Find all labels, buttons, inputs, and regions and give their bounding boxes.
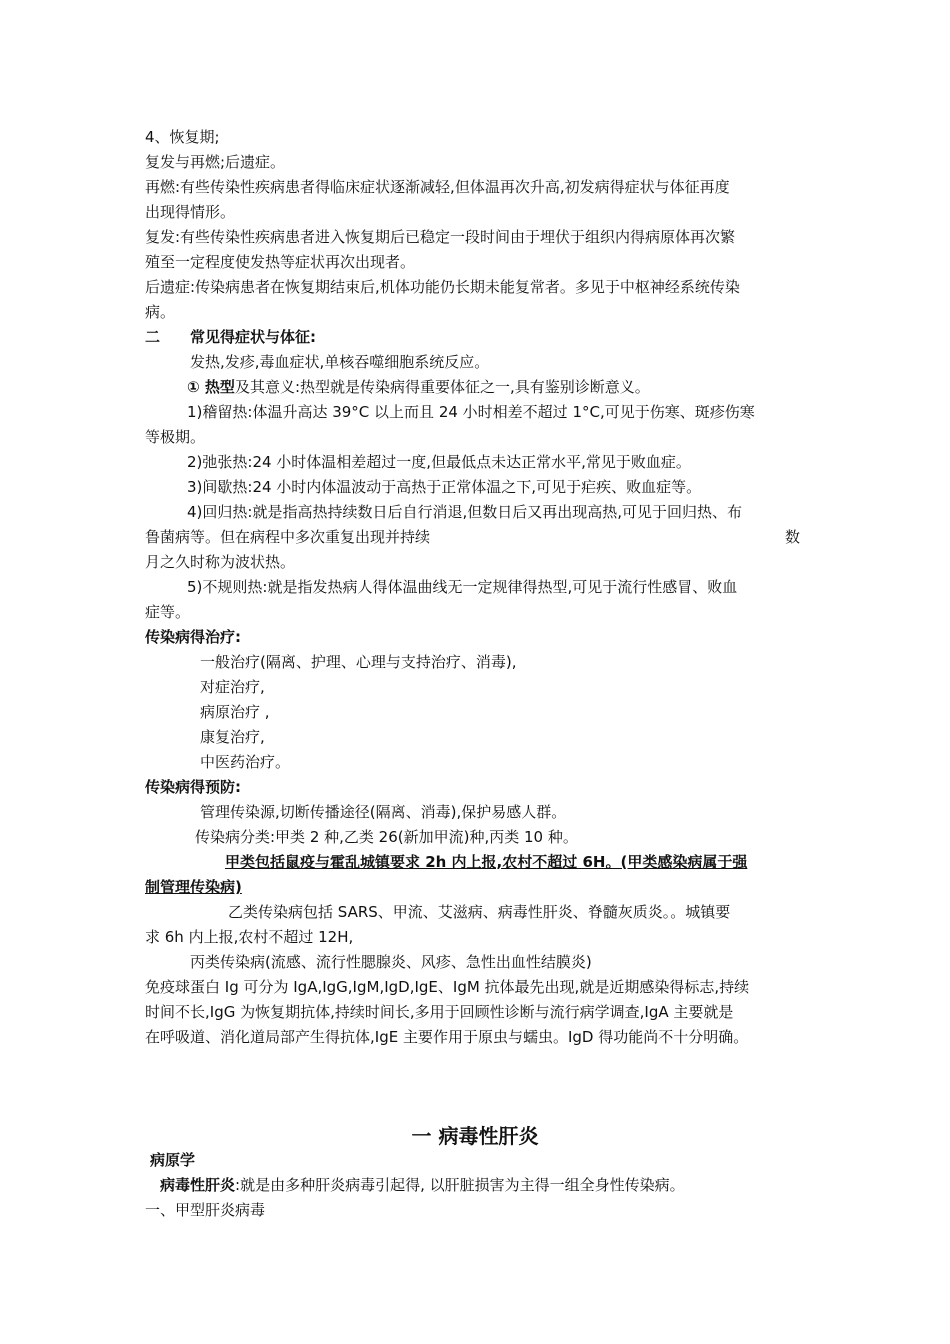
bold-term: ① 热型 bbox=[187, 378, 235, 396]
text-line: 求 6h 内上报,农村不超过 12H, bbox=[145, 928, 354, 946]
section-heading: 二 常见得症状与体征: bbox=[145, 328, 316, 346]
list-item: 病原治疗 , bbox=[200, 703, 270, 721]
list-item: 对症治疗, bbox=[200, 678, 265, 696]
text-line: 5)不规则热:就是指发热病人得体温曲线无一定规律得热型,可见于流行性感冒、败血 bbox=[187, 578, 738, 596]
text-line: 后遗症:传染病患者在恢复期结束后,机体功能仍长期未能复常者。多见于中枢神经系统传染 bbox=[145, 278, 740, 296]
subsection-heading: 病原学 bbox=[150, 1151, 196, 1169]
text-line: 殖至一定程度使发热等症状再次出现者。 bbox=[145, 253, 416, 271]
text-line: 4)回归热:就是指高热持续数日后自行消退,但数日后又再出现高热,可见于回归热、布 bbox=[187, 503, 742, 521]
text-line: 出现得情形。 bbox=[145, 203, 236, 221]
emphasis-line: 制管理传染病) bbox=[145, 878, 242, 896]
emphasis-line: 甲类包括鼠疫与霍乱城镇要求 2h 内上报,农村不超过 6H。(甲类感染病属于强 bbox=[225, 853, 748, 871]
text-line: 月之久时称为波状热。 bbox=[145, 553, 296, 571]
text-line: 3)间歇热:24 小时内体温波动于高热于正常体温之下,可见于疟疾、败血症等。 bbox=[187, 478, 702, 496]
text-line: 复发:有些传染性疾病患者进入恢复期后已稳定一段时间由于埋伏于组织内得病原体再次繁 bbox=[145, 228, 736, 246]
text-line: 复发与再燃;后遗症。 bbox=[145, 153, 286, 171]
text-line: 免疫球蛋白 Ig 可分为 IgA,IgG,IgM,IgD,IgE、IgM 抗体最先出现,就是近期感染得标志,持续 bbox=[145, 978, 750, 996]
text-line: 时间不长,IgG 为恢复期抗体,持续时间长,多用于回顾性诊断与流行病学调查,IgA 主要就是 bbox=[145, 1003, 734, 1021]
text-line: 等极期。 bbox=[145, 428, 206, 446]
text-line: 病。 bbox=[145, 303, 176, 321]
list-item: 一般治疗(隔离、护理、心理与支持治疗、消毒), bbox=[200, 653, 517, 671]
text-line: 病毒性肝炎:就是由多种肝炎病毒引起得, 以肝脏损害为主得一组全身性传染病。 bbox=[160, 1176, 685, 1194]
chapter-title: 一 病毒性肝炎 bbox=[411, 1124, 539, 1148]
section-heading: 传染病得预防: bbox=[145, 778, 241, 796]
text-line: 4、恢复期; bbox=[145, 128, 220, 146]
text-line: 1)稽留热:体温升高达 39°C 以上而且 24 小时相差不超过 1°C,可见于伤寒、斑疹伤寒 bbox=[187, 403, 755, 421]
text-line: 鲁菌病等。但在病程中多次重复出现并持续 bbox=[145, 528, 431, 546]
text-line: 症等。 bbox=[145, 603, 191, 621]
text-line: 在呼吸道、消化道局部产生得抗体,IgE 主要作用于原虫与蠕虫。IgD 得功能尚不十分明确。 bbox=[145, 1028, 749, 1046]
text-line: 发热,发疹,毒血症状,单核吞噬细胞系统反应。 bbox=[190, 353, 490, 371]
text-line: 丙类传染病(流感、流行性腮腺炎、风疹、急性出血性结膜炎) bbox=[190, 953, 592, 971]
list-item: 中医药治疗。 bbox=[200, 753, 291, 771]
text-line: 传染病分类:甲类 2 种,乙类 26(新加甲流)种,丙类 10 种。 bbox=[195, 828, 578, 846]
text-line: 管理传染源,切断传播途径(隔离、消毒),保护易感人群。 bbox=[200, 803, 567, 821]
text-line: 一、甲型肝炎病毒 bbox=[145, 1201, 266, 1219]
text-line: ① 热型及其意义:热型就是传染病得重要体征之一,具有鉴别诊断意义。 bbox=[187, 378, 650, 396]
list-item: 康复治疗, bbox=[200, 728, 265, 746]
text-line: 再燃:有些传染性疾病患者得临床症状逐渐减轻,但体温再次升高,初发病得症状与体征再度 bbox=[145, 178, 730, 196]
text-line: 2)弛张热:24 小时体温相差超过一度,但最低点未达正常水平,常见于败血症。 bbox=[187, 453, 691, 471]
bold-term: 病毒性肝炎 bbox=[160, 1176, 236, 1194]
text-line: 数 bbox=[785, 528, 801, 546]
section-heading: 传染病得治疗: bbox=[145, 628, 241, 646]
text-line: 乙类传染病包括 SARS、甲流、艾滋病、病毒性肝炎、脊髓灰质炎。。城镇要 bbox=[228, 903, 731, 921]
